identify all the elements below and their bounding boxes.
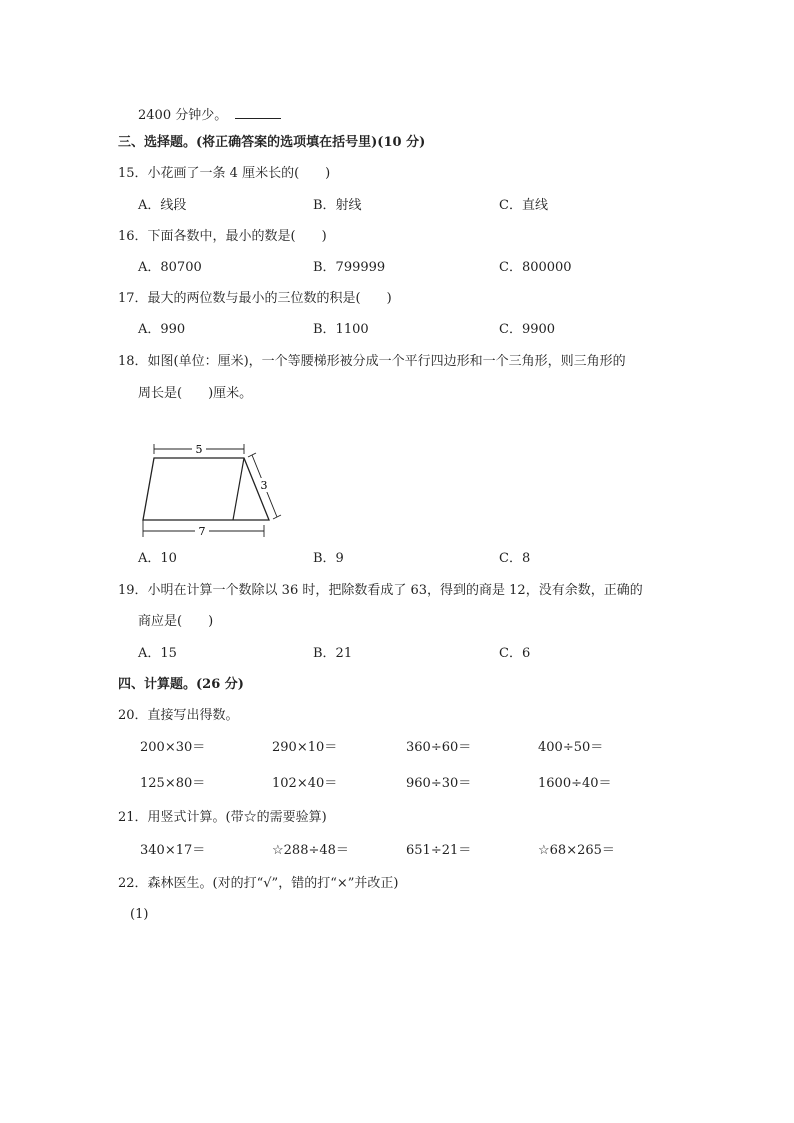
q17-option-b[interactable]: B．1100	[313, 322, 369, 337]
q20-r1-c1: 200×30＝	[140, 740, 206, 755]
top-line	[138, 106, 281, 124]
q21-stem: 21．用竖式计算。(带☆的需要验算)	[118, 810, 327, 825]
q17-stem: 17．最大的两位数与最小的三位数的积是( )	[118, 291, 392, 306]
q21-c3: 651÷21＝	[406, 843, 472, 858]
q19-option-b[interactable]: B．21	[313, 646, 353, 661]
answer-blank[interactable]	[235, 106, 281, 119]
q18-option-b[interactable]: B．9	[313, 551, 344, 566]
top-label: 5	[195, 443, 203, 456]
q20-r1-c3: 360÷60＝	[406, 740, 472, 755]
section-3-title: 三、选择题。(将正确答案的选项填在括号里)(10 分)	[118, 135, 426, 150]
q20-r2-c1: 125×80＝	[140, 776, 206, 791]
q22-stem: 22．森林医生。(对的打“√”，错的打“×”并改正)	[118, 876, 399, 891]
q19-stem-line1: 19．小明在计算一个数除以 36 时，把除数看成了 63，得到的商是 12，没有余数，正确的	[118, 583, 643, 598]
trapezoid-figure	[136, 438, 286, 548]
q20-r1-c2: 290×10＝	[272, 740, 338, 755]
q19-stem-line2: 商应是( )	[138, 614, 214, 629]
q16-option-b[interactable]: B．799999	[313, 260, 386, 275]
q18-stem-line1: 18．如图(单位：厘米)，一个等腰梯形被分成一个平行四边形和一个三角形，则三角形的	[118, 354, 626, 369]
q17-option-a[interactable]: A．990	[138, 322, 186, 337]
dividing-line	[233, 458, 244, 520]
bottom-label: 7	[198, 525, 206, 538]
q16-stem: 16．下面各数中，最小的数是( )	[118, 229, 327, 244]
q18-stem-line2: 周长是( )厘米。	[138, 386, 253, 401]
q18-option-c[interactable]: C．8	[499, 551, 531, 566]
q22-sub: (1)	[130, 907, 149, 922]
side-dimension-tick-top	[248, 453, 256, 457]
q21-c2: ☆288÷48＝	[272, 843, 349, 858]
q20-r2-c4: 1600÷40＝	[538, 776, 612, 791]
q20-r1-c4: 400÷50＝	[538, 740, 604, 755]
trapezoid-outline	[143, 458, 269, 520]
q15-option-c[interactable]: C．直线	[499, 198, 548, 213]
section-4-title: 四、计算题。(26 分)	[118, 677, 244, 692]
q20-r2-c2: 102×40＝	[272, 776, 338, 791]
q20-stem: 20．直接写出得数。	[118, 708, 239, 723]
q16-option-c[interactable]: C．800000	[499, 260, 572, 275]
side-dimension-tick-bottom	[273, 515, 281, 519]
q20-r2-c3: 960÷30＝	[406, 776, 472, 791]
q21-c1: 340×17＝	[140, 843, 206, 858]
q15-stem: 15．小花画了一条 4 厘米长的( )	[118, 166, 331, 181]
q16-option-a[interactable]: A．80700	[138, 260, 202, 275]
q15-option-a[interactable]: A．线段	[138, 198, 187, 213]
side-label: 3	[260, 479, 268, 492]
q15-option-b[interactable]: B．射线	[313, 198, 362, 213]
q19-option-a[interactable]: A．15	[138, 646, 177, 661]
q18-option-a[interactable]: A．10	[138, 551, 177, 566]
q21-c4: ☆68×265＝	[538, 843, 615, 858]
top-line-text: 2400 分钟少。	[138, 108, 228, 123]
q19-option-c[interactable]: C．6	[499, 646, 531, 661]
q17-option-c[interactable]: C．9900	[499, 322, 556, 337]
